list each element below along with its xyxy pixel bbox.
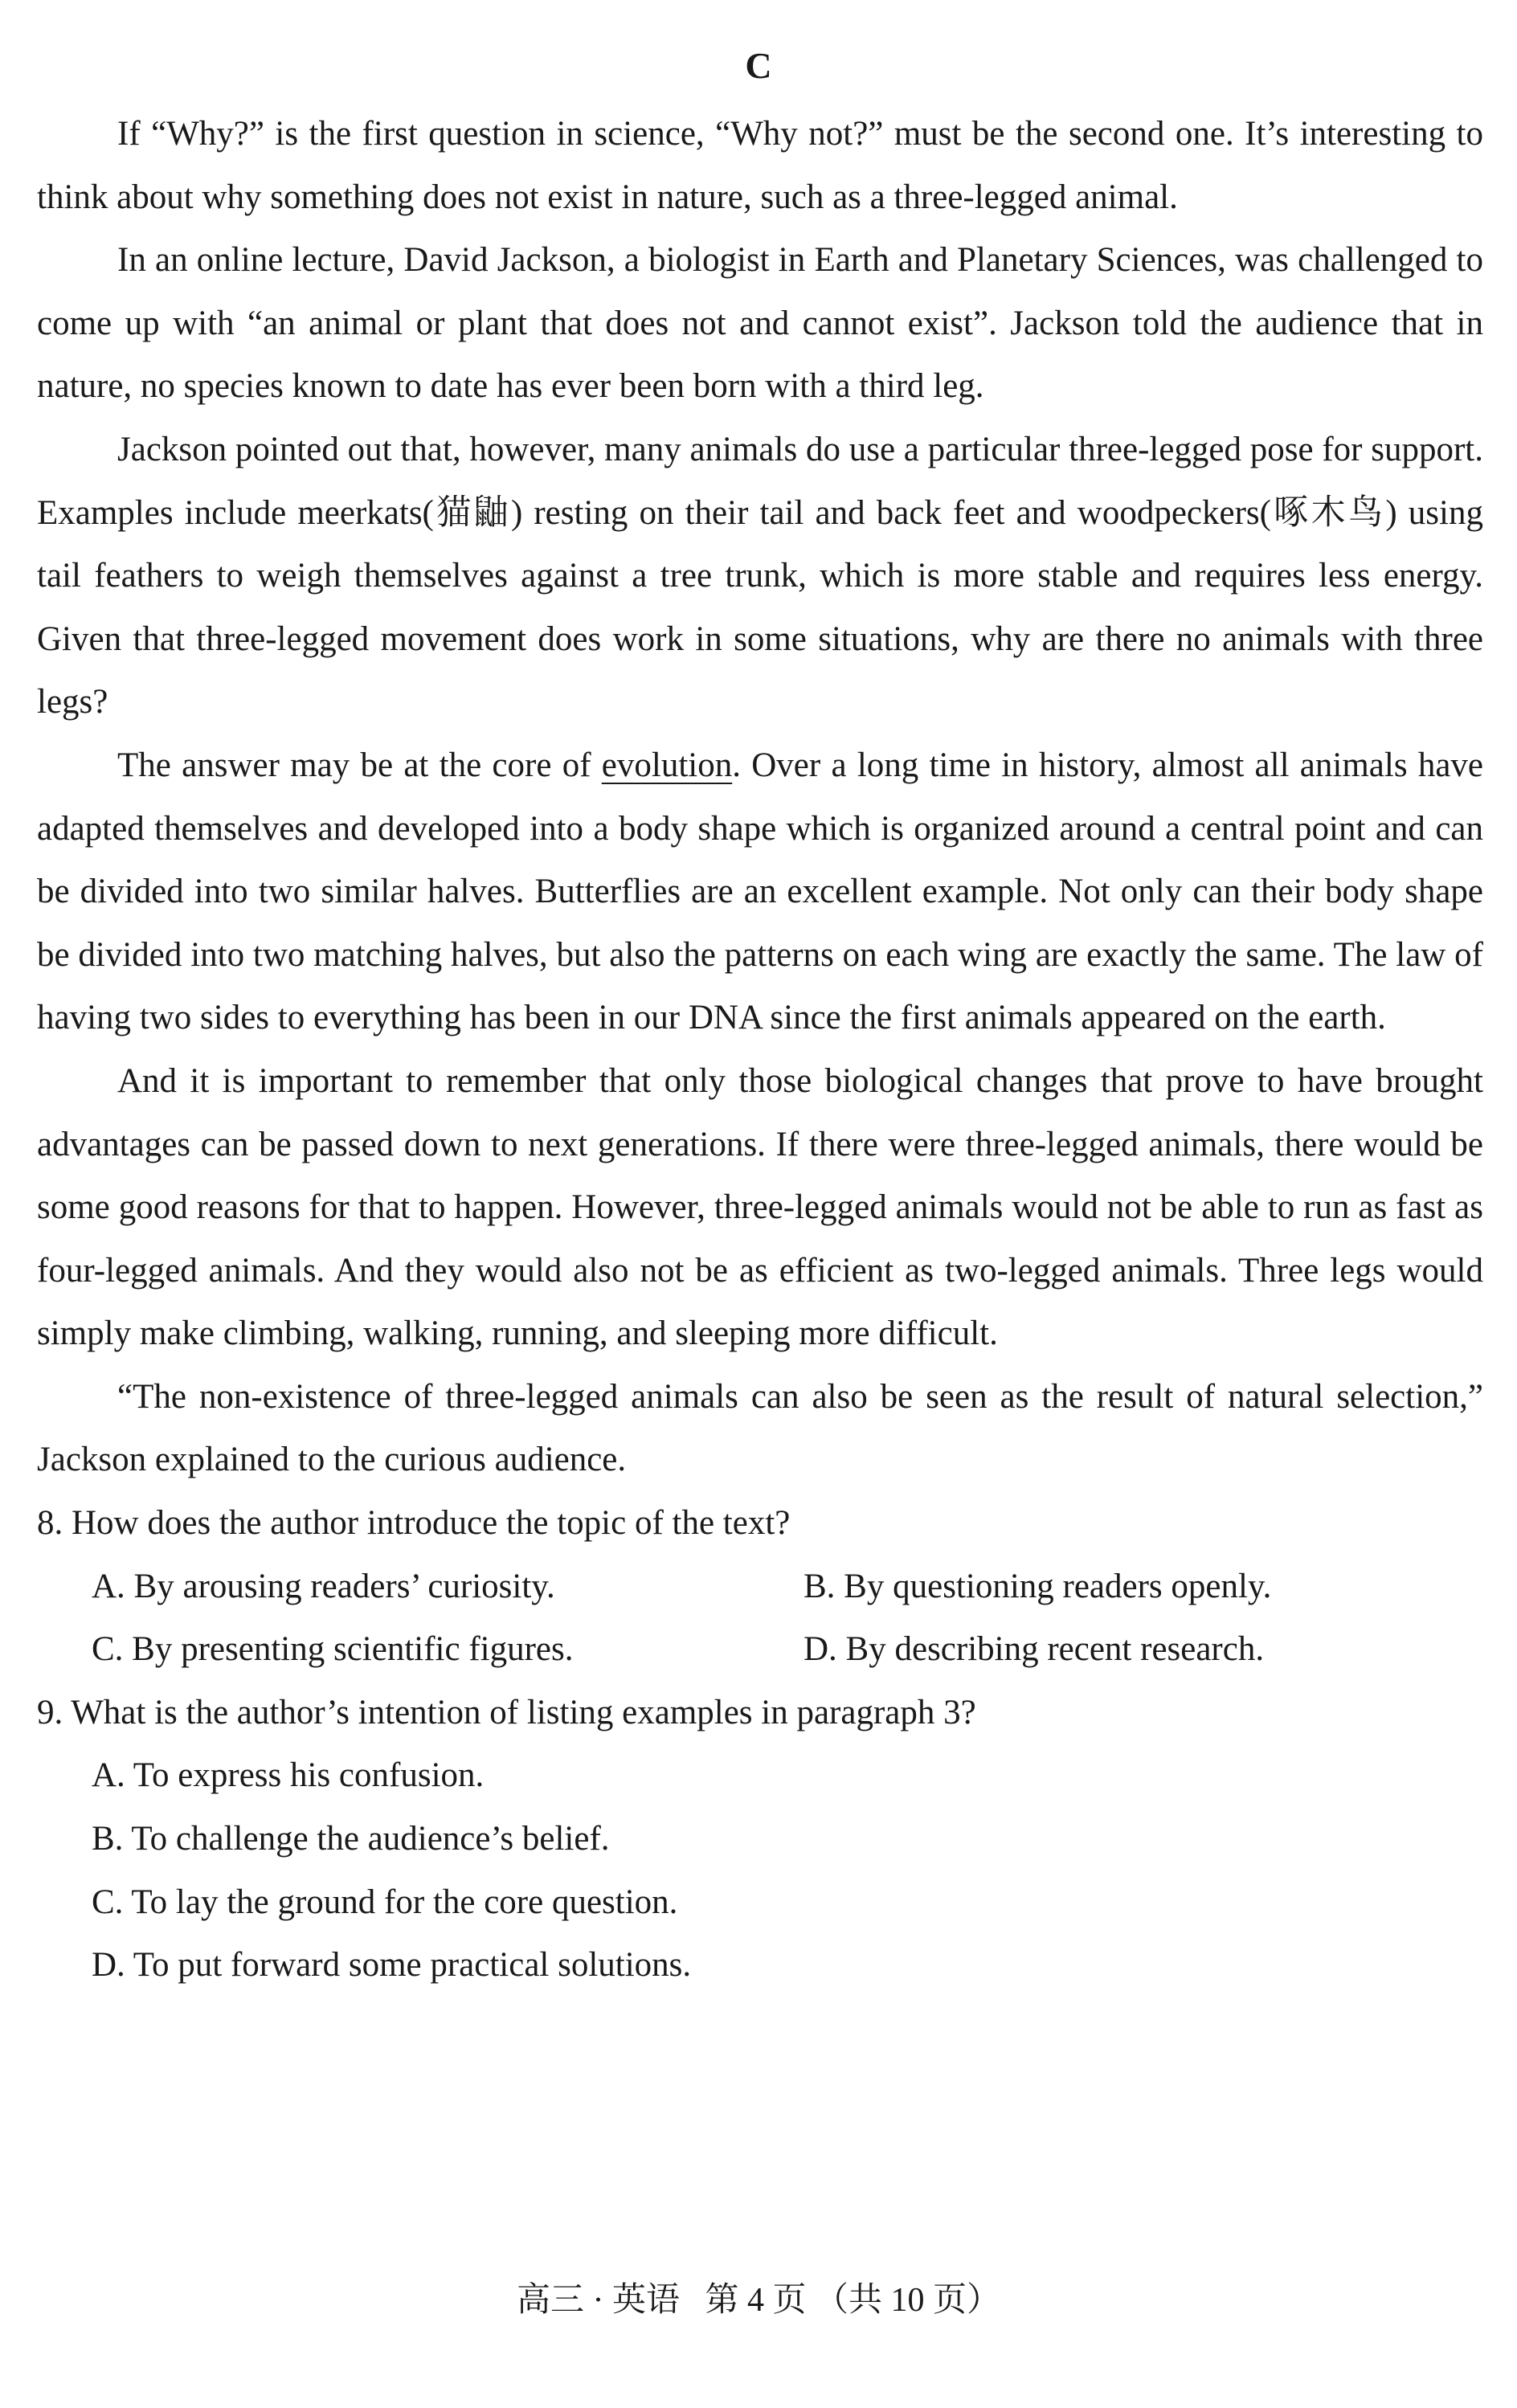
passage-and-questions <box>37 103 1483 1997</box>
option-d: D. To put forward some practical solutions. <box>92 1946 692 1985</box>
paragraph-5: And it is important to remember that only those biological changes that prove to have brought advantages can be passed down to next generations. If there were three-legged animals, there would be some good reasons for that to happen. However, three-legged animals would not be able to run as fast as four-legged animals. And they would also not be as efficient as two-legged animals. Three legs would simply make climbing, walking, running, and sleeping more difficult. <box>37 1061 1483 1353</box>
question-9 <box>37 1682 1483 1997</box>
paragraph-6: “The non-existence of three-legged animals can also be seen as the result of natural selection,” Jackson explained to the curious audience. <box>37 1377 1483 1479</box>
option-b: B. By questioning readers openly. <box>803 1567 1272 1605</box>
paragraph-2: In an online lecture, David Jackson, a biologist in Earth and Planetary Sciences, was challenged to come up with “an animal or plant that does not and cannot exist”. Jackson told the audience that in nature, no species known to date has ever been born with a third leg. <box>37 241 1483 406</box>
paragraph-3: Jackson pointed out that, however, many animals do use a particular three-legged pose for support. Examples include meerkats(猫鼬) resting on their tail and back feet and woodpeckers(啄木鸟) using tail feathers to weigh themselves against a tree trunk, which is more stable and requires less energy. Given that three-legged movement does work in some situations, why are there no animals with three legs? <box>37 430 1483 722</box>
option-c: C. By presenting scientific figures. <box>92 1630 574 1669</box>
option-row <box>37 1618 1483 1682</box>
option-b: B. To challenge the audience’s belief. <box>92 1820 610 1858</box>
paragraph-1: If “Why?” is the first question in science, “Why not?” must be the second one. It’s interesting to think about why something does not exist in nature, such as a three-legged animal. <box>37 115 1483 216</box>
question-stem: 9. What is the author’s intention of listing examples in paragraph 3? <box>37 1693 976 1731</box>
page-footer: 高三 · 英语 第 4 页 （共 10 页） <box>517 2282 1000 2319</box>
option-a: A. By arousing readers’ curiosity. <box>92 1567 555 1605</box>
paragraph-4 <box>37 734 1483 1050</box>
option-c: C. To lay the ground for the core question. <box>92 1883 678 1921</box>
paragraph-4-lead: The answer may be at the core of <box>117 746 602 784</box>
question-stem: 8. How does the author introduce the topic of the text? <box>37 1504 791 1543</box>
option-row <box>37 1556 1483 1619</box>
option-d: D. By describing recent research. <box>803 1630 1265 1669</box>
underlined-word: evolution <box>601 746 733 784</box>
paragraph-4-rest: . Over a long time in history, almost all animals have adapted themselves and developed into a body shape which is organized around a central point and can be divided into two similar halves. Butterflies are an excellent example. Not only can their body shape be divided into two matching halves, but also the patterns on each wing are exactly the same. The law of having two sides to everything has been in our DNA since the first animals appeared on the earth. <box>37 746 1483 1037</box>
option-a: A. To express his confusion. <box>92 1756 485 1795</box>
question-8 <box>37 1492 1483 1682</box>
section-title: C <box>745 45 772 86</box>
